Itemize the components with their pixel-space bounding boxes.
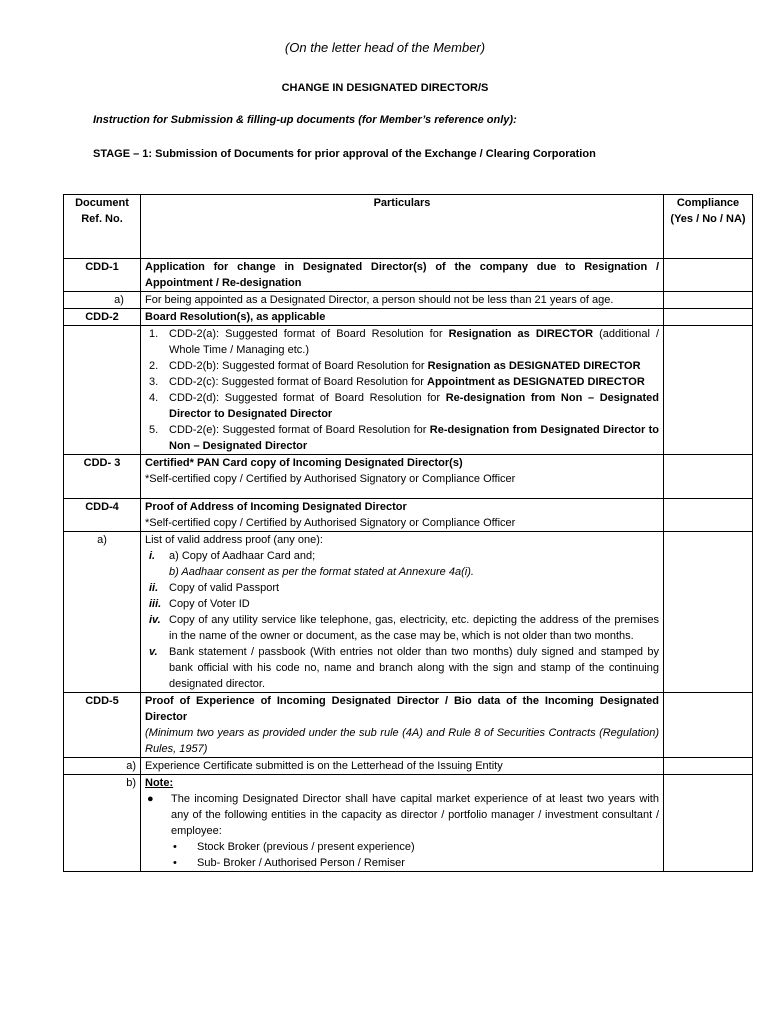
list-item (145, 855, 659, 871)
ref-label: a) (114, 294, 124, 306)
list-text-line: Copy of Voter ID (169, 598, 250, 610)
bullet-icon: ● (147, 793, 154, 805)
ref-cell: a) (64, 758, 141, 775)
compliance-cell[interactable] (664, 326, 753, 455)
list-number: iii. (149, 598, 162, 610)
resolution-list (145, 326, 659, 454)
document-title: CHANGE IN DESIGNATED DIRECTOR/S (281, 82, 489, 94)
list-text-bold: Re-designation from Designated Director to Non – Designated Director (169, 424, 659, 452)
list-item (145, 612, 659, 644)
list-item (145, 644, 659, 692)
ref-cell: CDD-1 (64, 259, 141, 292)
ref-cell: CDD-2 (64, 309, 141, 326)
list-text (169, 580, 659, 596)
list-item (145, 326, 659, 358)
particulars-cell: Board Resolution(s), as applicable (141, 309, 664, 326)
table-row (64, 292, 753, 309)
particulars-cell (141, 499, 664, 532)
entity-list (145, 839, 659, 871)
list-item (145, 791, 659, 839)
table-row (64, 499, 753, 532)
compliance-cell[interactable] (664, 292, 753, 309)
list-text (169, 422, 659, 454)
particulars-cell: For being appointed as a Designated Director, a person should not be less than 21 years of age. (141, 292, 664, 309)
particulars-cell (141, 775, 664, 872)
list-number: 4. (149, 392, 159, 404)
ref-cell (64, 326, 141, 455)
list-text: Sub- Broker / Authorised Person / Remiser (197, 857, 405, 869)
table-row (64, 326, 753, 455)
list-text: Stock Broker (previous / present experience) (197, 841, 415, 853)
table-row (64, 309, 753, 326)
address-proof-intro: List of valid address proof (any one): (145, 534, 323, 546)
list-text-line: Copy of valid Passport (169, 582, 280, 594)
compliance-cell[interactable] (664, 693, 753, 758)
address-proof-list (145, 548, 659, 692)
list-text-post: (additional / Whole Time / Managing etc.) (169, 328, 659, 356)
particulars-cell (141, 532, 664, 693)
list-text (169, 374, 659, 390)
bullet-text: The incoming Designated Director shall have capital market experience of at least two years with any of the following entities in the capacity as director / portfolio manager / investment consultant / employee: (171, 793, 659, 837)
compliance-cell[interactable] (664, 758, 753, 775)
header-particulars: Particulars (141, 195, 664, 259)
list-item (145, 839, 659, 855)
list-number: iv. (149, 614, 161, 626)
list-item (145, 390, 659, 422)
ref-cell (64, 532, 141, 693)
list-text (169, 612, 659, 644)
list-text-pre: CDD-2(d): Suggested format of Board Resolution for (169, 392, 446, 404)
particulars-cell (141, 455, 664, 499)
particulars-cell: Experience Certificate submitted is on the Letterhead of the Issuing Entity (141, 758, 664, 775)
table-row (64, 532, 753, 693)
row-note: (Minimum two years as provided under the sub rule (4A) and Rule 8 of Securities Contracts (Regulation) Rules, 1957) (145, 727, 659, 755)
row-note: *Self-certified copy / Certified by Authorised Signatory or Compliance Officer (145, 517, 516, 529)
list-item (145, 374, 659, 390)
letterhead-note: (On the letter head of the Member) (284, 40, 486, 55)
compliance-cell[interactable] (664, 309, 753, 326)
row-title: Proof of Address of Incoming Designated Director (145, 501, 407, 513)
table-row (64, 693, 753, 758)
list-text-bold: Resignation as DIRECTOR (448, 328, 594, 340)
row-title: Proof of Experience of Incoming Designated Director / Bio data of the Incoming Designated Director (145, 695, 659, 723)
list-text (169, 644, 659, 692)
ref-cell: CDD-5 (64, 693, 141, 758)
list-text-pre: CDD-2(e): Suggested format of Board Resolution for (169, 424, 430, 436)
list-text-line: Bank statement / passbook (With entries not older than two months) duly signed and stamped by bank official with his code no, name and branch along with the sign and stamp of the continuing designated director. (169, 646, 659, 690)
list-number: 2. (149, 360, 159, 372)
ref-label: a) (97, 534, 107, 546)
table-row (64, 758, 753, 775)
compliance-cell[interactable] (664, 532, 753, 693)
compliance-cell[interactable] (664, 775, 753, 872)
table-row (64, 455, 753, 499)
table-row (64, 775, 753, 872)
documents-table (63, 194, 753, 872)
compliance-cell[interactable] (664, 259, 753, 292)
compliance-cell[interactable] (664, 455, 753, 499)
list-text (169, 596, 659, 612)
row-note: *Self-certified copy / Certified by Authorised Signatory or Compliance Officer (145, 473, 516, 485)
list-text-line: a) Copy of Aadhaar Card and; (169, 550, 316, 562)
list-text-bold: Resignation as DESIGNATED DIRECTOR (427, 360, 641, 372)
ref-cell: b) (64, 775, 141, 872)
list-text (169, 326, 659, 358)
list-number: 3. (149, 376, 159, 388)
ref-cell (64, 292, 141, 309)
stage-heading: STAGE – 1: Submission of Documents for prior approval of the Exchange / Clearing Corporation (93, 148, 596, 160)
list-text-pre: CDD-2(a): Suggested format of Board Resolution for (169, 328, 449, 340)
particulars-cell (141, 326, 664, 455)
list-text (169, 548, 659, 580)
note-label: Note: (145, 777, 174, 789)
list-item (145, 596, 659, 612)
row-title: Certified* PAN Card copy of Incoming Designated Director(s) (145, 457, 463, 469)
header-compliance: Compliance (Yes / No / NA) (664, 195, 753, 259)
list-item (145, 580, 659, 596)
particulars-cell: Application for change in Designated Director(s) of the company due to Resignation / Appointment / Re-designation (141, 259, 664, 292)
list-number: ii. (149, 582, 159, 594)
table-row (64, 259, 753, 292)
particulars-cell (141, 693, 664, 758)
list-item (145, 548, 659, 580)
bullet-icon: • (173, 857, 177, 869)
list-text-pre: CDD-2(b): Suggested format of Board Resolution for (169, 360, 428, 372)
list-text-bold: Re-designation from Non – Designated Director to Designated Director (169, 392, 659, 420)
list-item (145, 358, 659, 374)
list-number: v. (149, 646, 158, 658)
list-text (169, 358, 659, 374)
list-number: 5. (149, 424, 159, 436)
list-text-bold: Appointment as DESIGNATED DIRECTOR (427, 376, 645, 388)
list-text-line: Copy of any utility service like telephone, gas, electricity, etc. depicting the address of the premises in the name of the owner or document, as the case may be, which is not older than two months. (169, 614, 659, 642)
header-ref: Document Ref. No. (64, 195, 141, 259)
list-text-line: b) Aadhaar consent as per the format stated at Annexure 4a(i). (169, 566, 474, 578)
compliance-cell[interactable] (664, 499, 753, 532)
list-number: i. (149, 550, 156, 562)
list-text-pre: CDD-2(c): Suggested format of Board Resolution for (169, 376, 428, 388)
bullet-icon: • (173, 841, 177, 853)
list-text (169, 390, 659, 422)
list-item (145, 422, 659, 454)
ref-cell: CDD- 3 (64, 455, 141, 499)
instruction-heading: Instruction for Submission & filling-up documents (for Member’s reference only): (93, 114, 517, 126)
list-number: 1. (149, 328, 159, 340)
ref-cell: CDD-4 (64, 499, 141, 532)
